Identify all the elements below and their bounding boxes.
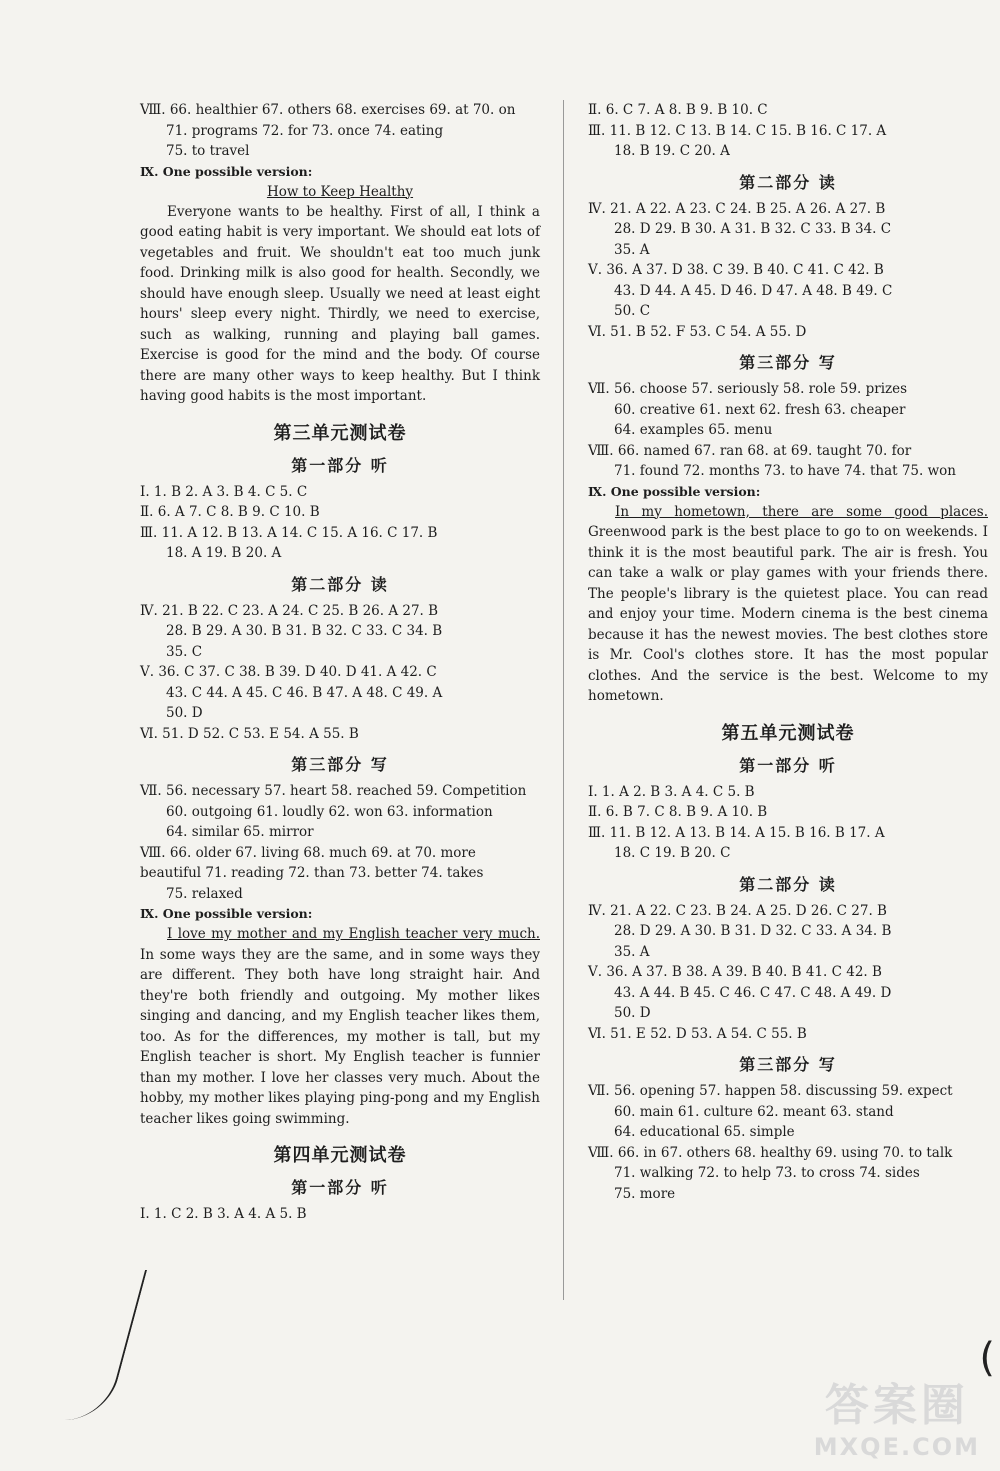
essay-text: Everyone wants to be healthy. First of all, I think a good eating habit is very important. We should eat lots of vegetables and fruit. We shouldn't eat too much junk food. Drinking milk is also good for health. Secondly, we should have enough sleep. Usually we need at least eight hours' sleep every night. Thirdly, we need to exercise, such as walking, running and playing ball games. Exercise is good for the mind and the body. Of course there are many other ways to keep healthy. But I think having good habits is the most important. bbox=[140, 203, 540, 404]
answer-line: beautiful 71. reading 72. than 73. better 74. takes bbox=[140, 865, 484, 881]
answer-line: Ⅵ. 51. E 52. D 53. A 54. C 55. B bbox=[588, 1025, 807, 1042]
answer-line: 50. D bbox=[166, 705, 203, 721]
writing-answers bbox=[140, 781, 540, 904]
answer-line: 60. main 61. culture 62. meant 63. stand bbox=[614, 1103, 894, 1120]
answer-line: Ⅳ. 21. A 22. A 23. C 24. B 25. A 26. A 27. B bbox=[588, 200, 886, 217]
answer-line: 71. walking 72. to help 73. to cross 74. sides bbox=[614, 1165, 920, 1181]
watermark bbox=[814, 1369, 980, 1461]
right-column bbox=[588, 100, 988, 1204]
essay-first-sentence: I love my mother and my English teacher very much. bbox=[167, 926, 540, 942]
answer-line: 64. examples 65. menu bbox=[614, 422, 773, 438]
answer-line: 43. A 44. B 45. C 46. C 47. C 48. A 49. D bbox=[614, 984, 892, 1001]
answer-line: Ⅶ. 56. opening 57. happen 58. discussing 59. expect bbox=[588, 1083, 953, 1099]
watermark-logo: 答案圈 bbox=[824, 1380, 969, 1431]
unit5-title: 第五单元测试卷 bbox=[721, 722, 855, 744]
answer-line: Ⅷ. 66. in 67. others 68. healthy 69. using 70. to talk bbox=[588, 1144, 953, 1161]
answer-line: Ⅴ. 36. A 37. B 38. A 39. B 40. B 41. C 42. B bbox=[588, 964, 882, 980]
answer-line: 35. A bbox=[614, 943, 650, 960]
essay-title: How to Keep Healthy bbox=[266, 183, 414, 200]
pen-mark bbox=[65, 1270, 147, 1420]
answer-line: 50. D bbox=[614, 1005, 651, 1021]
reading-answers bbox=[588, 199, 988, 343]
answer-line: 18. B 19. C 20. A bbox=[614, 143, 730, 159]
essay-label: Ⅸ. One possible version: bbox=[140, 906, 313, 921]
answer-line: Ⅱ. 6. B 7. C 8. B 9. A 10. B bbox=[588, 804, 768, 820]
answer-line: 75. relaxed bbox=[166, 885, 243, 902]
answer-line: Ⅰ. 1. A 2. B 3. A 4. C 5. B bbox=[588, 783, 755, 800]
reading-answers bbox=[588, 901, 988, 1045]
answer-line: 75. more bbox=[614, 1185, 676, 1202]
answer-line: Ⅶ. 56. necessary 57. heart 58. reached 59. Competition bbox=[140, 783, 527, 799]
part-title-read: 第二部分 读 bbox=[739, 172, 837, 192]
answer-line: Ⅷ. 66. older 67. living 68. much 69. at 70. more bbox=[140, 844, 476, 861]
answer-line: 71. programs 72. for 73. once 74. eating bbox=[166, 122, 444, 139]
watermark-url: MXQE.COM bbox=[813, 1433, 980, 1461]
answer-line: 28. D 29. A 30. B 31. D 32. C 33. A 34. B bbox=[614, 923, 892, 939]
part-title-listen: 第一部分 听 bbox=[291, 455, 389, 475]
answer-line: 64. similar 65. mirror bbox=[166, 824, 314, 840]
unit4-title: 第四单元测试卷 bbox=[273, 1145, 407, 1166]
answer-line: 18. A 19. B 20. A bbox=[166, 545, 282, 561]
answer-line: 64. educational 65. simple bbox=[614, 1124, 795, 1140]
reading-answers bbox=[140, 601, 540, 745]
answer-line: 60. creative 61. next 62. fresh 63. cheaper bbox=[614, 401, 906, 418]
answer-line: 43. D 44. A 45. D 46. D 47. A 48. B 49. C bbox=[614, 282, 893, 299]
essay-body: Greenwood park is the best place to go to on weekends. I think it is the most beautiful park. The air is fresh. You can take a walk or play games with your friends there. The people's library is the quietest place. You can read and enjoy your time. Modern cinema is the best cinema because it has the newest movies. The best clothes store is Mr. Cool's clothes store. It has the most popular clothes. And the service is the best. Welcome to my hometown. bbox=[588, 524, 988, 704]
essay-first-sentence: In my hometown, there are some good places. bbox=[615, 503, 988, 520]
answer-line: 18. C 19. B 20. C bbox=[614, 845, 731, 861]
essay-body: In some ways they are the same, and in some ways they are different. They both have long straight hair. And they're both friendly and outgoing. My mother likes singing and dancing, and my English teacher likes them, too. As for the differences, my mother is tall, but my English teacher is short. My English teacher is funnier than my mother. I love her classes very much. About the hobby, my mother likes playing ping-pong and my English teacher likes going swimming. bbox=[140, 946, 540, 1127]
answer-line: Ⅱ. 6. C 7. A 8. B 9. B 10. C bbox=[588, 102, 768, 118]
unit3-title: 第三单元测试卷 bbox=[273, 422, 407, 444]
answer-line: 35. C bbox=[166, 643, 203, 660]
answer-line: 60. outgoing 61. loudly 62. won 63. information bbox=[166, 803, 493, 820]
answer-line: Ⅷ. 66. healthier 67. others 68. exercises 69. at 70. on bbox=[140, 102, 516, 118]
answer-line: 75. to travel bbox=[166, 143, 250, 159]
answer-line: Ⅲ. 11. B 12. C 13. B 14. C 15. B 16. C 17. A bbox=[588, 122, 887, 139]
right-top-answers bbox=[588, 100, 988, 162]
answer-line: Ⅳ. 21. A 22. C 23. B 24. A 25. D 26. C 27. B bbox=[588, 902, 887, 919]
answer-line: 43. C 44. A 45. C 46. B 47. A 48. C 49. A bbox=[166, 684, 443, 701]
answer-line: Ⅳ. 21. B 22. C 23. A 24. C 25. B 26. A 27. B bbox=[140, 602, 439, 619]
column-divider bbox=[563, 100, 564, 1300]
part-title-read: 第二部分 读 bbox=[291, 574, 389, 594]
left-top-answers bbox=[140, 100, 540, 162]
part-title-write: 第三部分 写 bbox=[291, 755, 389, 774]
answer-line: 35. A bbox=[614, 241, 650, 258]
left-column bbox=[140, 100, 540, 1225]
answer-line: Ⅲ. 11. B 12. A 13. B 14. A 15. B 16. B 17. A bbox=[588, 824, 885, 841]
answer-line: Ⅰ. 1. B 2. A 3. B 4. C 5. C bbox=[140, 483, 308, 500]
answer-line: 28. B 29. A 30. B 31. B 32. C 33. C 34. B bbox=[166, 623, 443, 639]
answer-line: Ⅰ. 1. C 2. B 3. A 4. A 5. B bbox=[140, 1206, 307, 1222]
answer-line: 50. C bbox=[614, 303, 651, 319]
part-title-listen: 第一部分 听 bbox=[291, 1178, 389, 1197]
answer-line: Ⅵ. 51. B 52. F 53. C 54. A 55. D bbox=[588, 323, 807, 340]
listening-answers bbox=[588, 782, 988, 864]
part-title-write: 第三部分 写 bbox=[739, 1055, 837, 1074]
part-title-write: 第三部分 写 bbox=[739, 353, 837, 372]
answer-line: 28. D 29. B 30. A 31. B 32. C 33. B 34. C bbox=[614, 221, 892, 237]
part-title-read: 第二部分 读 bbox=[739, 874, 837, 894]
answer-line: Ⅶ. 56. choose 57. seriously 58. role 59. prizes bbox=[588, 381, 908, 397]
essay-label: Ⅸ. One possible version: bbox=[588, 483, 761, 499]
answer-line: 71. found 72. months 73. to have 74. that 75. won bbox=[614, 463, 956, 479]
essay-text bbox=[140, 924, 540, 1129]
writing-answers bbox=[588, 1081, 988, 1204]
answer-line: Ⅲ. 11. A 12. B 13. A 14. C 15. A 16. C 17. B bbox=[140, 524, 438, 541]
writing-answers bbox=[588, 379, 988, 482]
part-title-listen: 第一部分 听 bbox=[739, 755, 837, 775]
listening-answers bbox=[140, 482, 540, 564]
essay-text bbox=[588, 502, 988, 707]
answer-line: Ⅷ. 66. named 67. ran 68. at 69. taught 70. for bbox=[588, 442, 912, 459]
essay-label: Ⅸ. One possible version: bbox=[140, 163, 313, 179]
answer-line: Ⅴ. 36. C 37. C 38. B 39. D 40. D 41. A 42. C bbox=[140, 664, 437, 680]
bracket-mark: ( bbox=[979, 1335, 995, 1381]
answer-line: Ⅵ. 51. D 52. C 53. E 54. A 55. B bbox=[140, 725, 359, 742]
answer-line: Ⅱ. 6. A 7. C 8. B 9. C 10. B bbox=[140, 504, 320, 520]
answer-line: Ⅴ. 36. A 37. D 38. C 39. B 40. C 41. C 42. B bbox=[588, 262, 884, 278]
